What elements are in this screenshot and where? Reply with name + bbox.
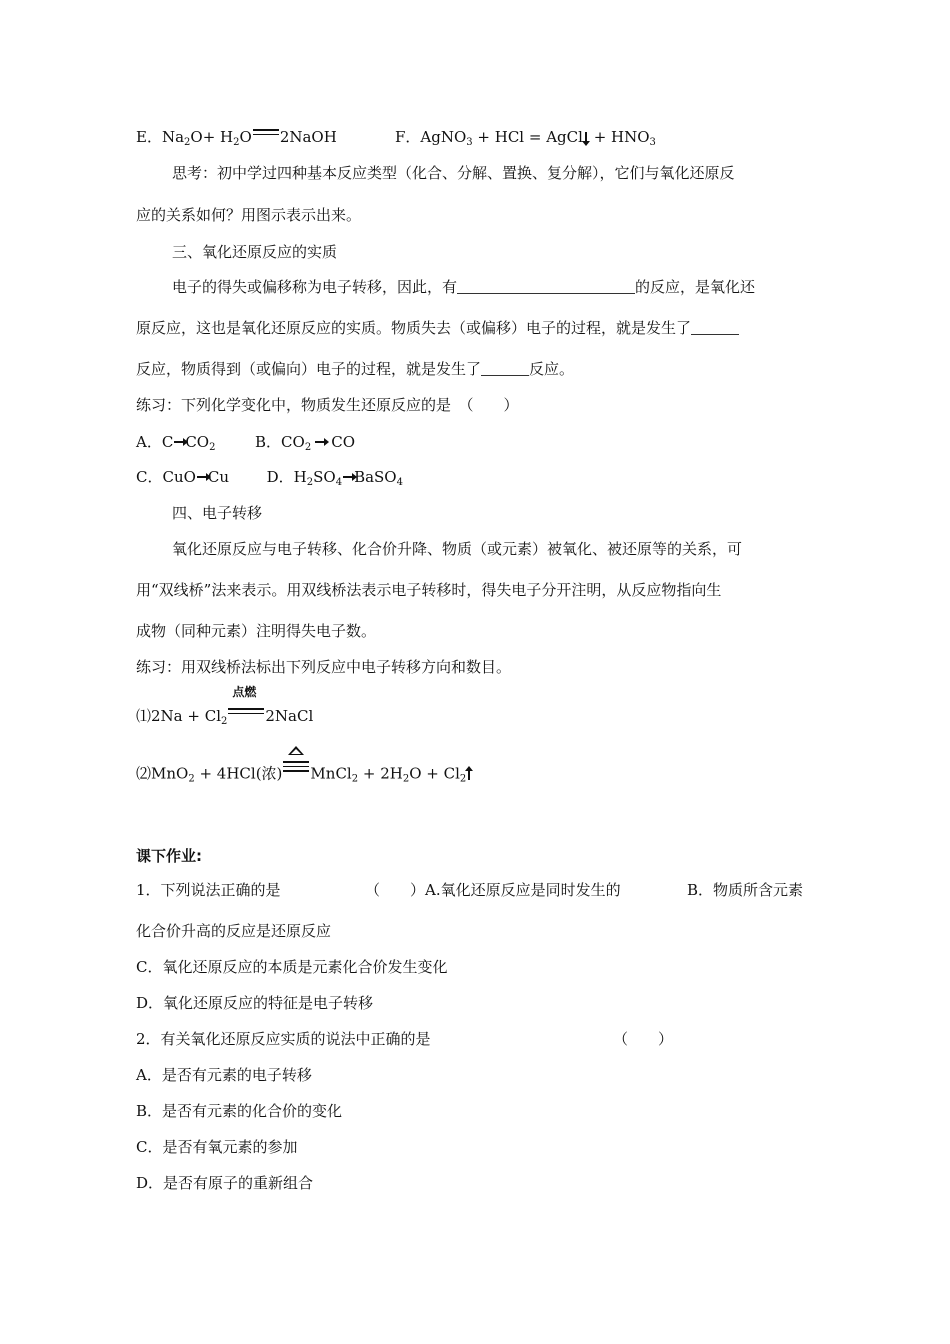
option-d-product: BaSO (354, 468, 397, 486)
subscript: 2 (304, 442, 312, 453)
heat-triangle-icon (288, 746, 304, 755)
sec3-text: 反应，物质得到（或偏向）电子的过程，就是发生了 (136, 360, 482, 378)
rxn-e-product: 2NaOH (279, 128, 337, 146)
sec3-text: 电子的得失或偏移称为电子转移，因此，有 (172, 278, 458, 296)
sec4-line-1: 氧化还原反应与电子转移、化合价升降、物质（或元素）被氧化、被还原等的关系，可 (172, 540, 743, 558)
reaction-e (136, 127, 337, 147)
homework-title: 课下作业: (136, 847, 202, 865)
reaction-1-reactants: ⑴2Na + Cl (136, 707, 221, 725)
sec3-text: 反应。 (529, 360, 575, 378)
option-c-product: Cu (207, 468, 230, 486)
hw-q1-option-a: （ ）A.氧化还原反应是同时发生的 (365, 881, 621, 899)
arrow-right-icon (343, 476, 353, 478)
hw-q1-line (136, 880, 281, 900)
subscript: 2 (459, 773, 467, 785)
sec4-line-3: 成物（同种元素）注明得失电子数。 (136, 622, 377, 640)
reaction-2 (136, 761, 472, 784)
subscript: 2 (221, 716, 228, 727)
fill-blank[interactable] (691, 320, 739, 335)
sec3-para-3 (136, 359, 574, 379)
section-4-title: 四、电子转移 (172, 504, 263, 522)
think-line-1: 思考：初中学过四种基本反应类型（化合、分解、置换、复分解），它们与氧化还原反 (172, 164, 735, 182)
hw-q2-option-b: B．是否有元素的化合价的变化 (136, 1102, 343, 1120)
reaction-2-reactant: ⑵MnO (136, 764, 189, 783)
subscript: 2 (209, 442, 216, 453)
rxn-e-part: O+ H (190, 128, 234, 146)
option-a: A．C (136, 433, 174, 451)
fill-blank[interactable] (457, 279, 635, 294)
sec3-text: 原反应，这也是氧化还原反应的实质。物质失去（或偏移）电子的过程，就是发生了 (136, 319, 692, 337)
rxn-f-sub: 3 (466, 137, 473, 148)
arrow-right-icon (315, 441, 325, 443)
equals-sign (228, 685, 264, 717)
reaction-2-reactant: + 4HCl(浓) (194, 764, 283, 783)
exercise-1-options-cd (136, 467, 403, 487)
equals-sign (253, 129, 279, 138)
option-c: C．CuO (136, 468, 196, 486)
hw-q2-stem: 2．有关氧化还原反应实质的说法中正确的是 (136, 1030, 431, 1048)
reaction-2-product: O + Cl (409, 764, 460, 783)
option-d: D．H (266, 468, 307, 486)
fill-blank[interactable] (481, 361, 529, 376)
option-a-product: CO (185, 433, 210, 451)
subscript: 2 (306, 477, 314, 488)
hw-q2-option-c: C．是否有氧元素的参加 (136, 1138, 298, 1156)
hw-q1-stem: 1．下列说法正确的是 (136, 881, 281, 899)
rxn-e-sub1: 2 (184, 137, 191, 148)
hw-q2-option-a: A．是否有元素的电子转移 (136, 1066, 312, 1084)
rxn-f-label: F．AgNO (395, 128, 467, 146)
rxn-f-end: + HNO (588, 128, 650, 146)
rxn-e-part2: O (239, 128, 252, 146)
subscript: 4 (335, 477, 343, 488)
exercise-1-question: 练习：下列化学变化中，物质发生还原反应的是 （ ） (136, 396, 519, 414)
section-3-title: 三、氧化还原反应的实质 (172, 243, 338, 261)
reaction-1-product: 2NaCl (265, 707, 314, 725)
down-arrow-icon (585, 132, 587, 143)
subscript: 2 (351, 773, 359, 785)
hw-q1-option-b-cont: 化合价升高的反应是还原反应 (136, 922, 332, 940)
equals-sign (283, 761, 309, 775)
sec3-para-2 (136, 318, 739, 338)
rxn-e-label: E．Na (136, 128, 185, 146)
hw-q2-option-d: D．是否有原子的重新组合 (136, 1174, 314, 1192)
subscript: 2 (402, 773, 410, 785)
condition-label: 点燃 (232, 685, 257, 699)
sec4-line-2: 用“双线桥”法来表示。用双线桥法表示电子转移时，得失电子分开注明，从反应物指向生 (136, 581, 722, 599)
exercise-1-options-ab (136, 432, 355, 452)
hw-q1-option-d: D．氧化还原反应的特征是电子转移 (136, 994, 374, 1012)
arrow-right-icon (197, 476, 207, 478)
think-line-2: 应的关系如何？用图示表示出来。 (136, 206, 362, 224)
arrow-right-icon (174, 441, 184, 443)
option-b: B．CO (255, 433, 305, 451)
sec3-para-1 (172, 277, 755, 297)
up-arrow-icon (468, 769, 470, 780)
option-d-part: SO (313, 468, 336, 486)
reaction-2-product: + 2H (358, 764, 403, 783)
hw-q1-option-c: C．氧化还原反应的本质是元素化合价发生变化 (136, 958, 448, 976)
reaction-f (395, 127, 656, 147)
subscript: 4 (396, 477, 403, 488)
hw-q1-option-b: B．物质所含元素 (687, 881, 804, 899)
rxn-f-sub2: 3 (649, 137, 656, 148)
rxn-f-mid: + HCl = AgCl (472, 128, 583, 146)
hw-q2-paren: （ ） (613, 1030, 674, 1048)
subscript: 2 (188, 773, 195, 785)
sec3-text: 的反应，是氧化还 (635, 278, 756, 296)
option-b-product: CO (331, 433, 355, 451)
reaction-2-product: MnCl (310, 764, 352, 783)
reaction-1 (136, 685, 314, 727)
rxn-e-sub2: 2 (233, 137, 240, 148)
exercise-2-question: 练习：用双线桥法标出下列反应中电子转移方向和数目。 (136, 658, 512, 676)
